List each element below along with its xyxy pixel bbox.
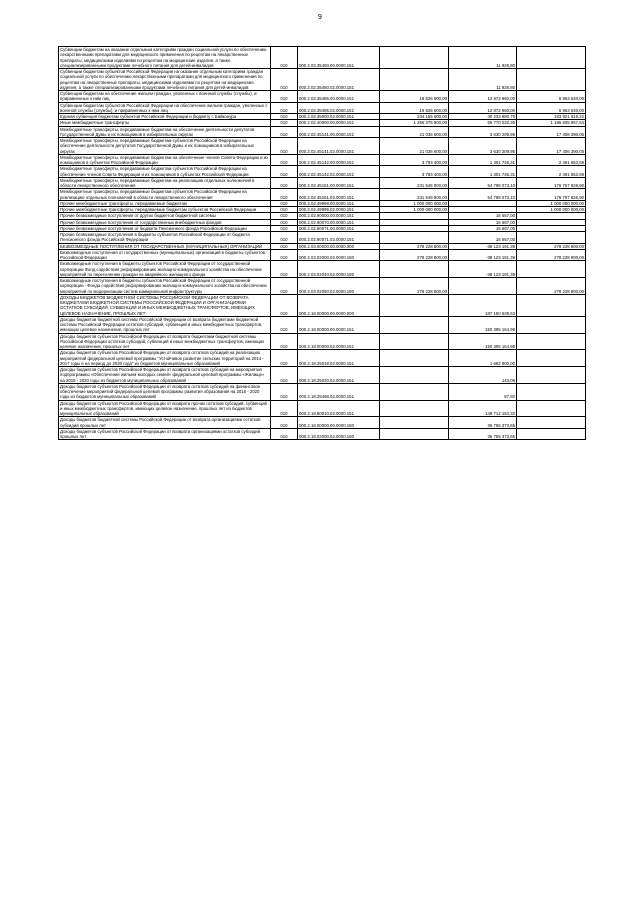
income-code-cell: 000.2.18.25498.02.0000.151 xyxy=(298,383,380,400)
table-row xyxy=(59,166,586,178)
income-name-cell: ДОХОДЫ БЮДЖЕТОВ БЮДЖЕТНОЙ СИСТЕМЫ РОССИЙСКОЙ ФЕДЕРАЦИИ ОТ ВОЗВРАТА БЮДЖЕТАМИ БЮДЖЕТНОЙ СИСТЕМЫ РОССИЙСКОЙ ФЕДЕРАЦИИ И ОРГАНИЗАЦИЯМИ ОСТАТКОВ СУБСИДИЙ, СУБВЕНЦИЙ И ИНЫХ МЕЖБЮДЖЕТНЫХ ТРАНСФЕРТОВ, ИМЕЮЩИХ ЦЕЛЕВОЕ НАЗНАЧЕНИЕ, ПРОШЛЫХ ЛЕТ xyxy=(59,294,271,316)
approved-amount-cell xyxy=(380,232,449,244)
income-code-cell: 000.2.02.90071.00.0000.151 xyxy=(298,225,380,231)
income-name-cell: Субвенции бюджетам на оказание отдельным категориям граждан социальной услуги по обеспечению лекарственными препаратами для медицинского применения по рецептам на лекарственные препараты, медицинскими изделиями по рецептам на медицинские изделия, а также специализированными продуктами лечебного питания для детей-инвалидов xyxy=(59,47,271,69)
approved-amount-cell xyxy=(380,47,449,69)
income-code-cell: 000.2.02.45142.00.0000.151 xyxy=(298,154,380,166)
approved-amount-cell: 278 228 800,00 xyxy=(380,243,449,249)
table-row xyxy=(59,47,586,69)
table-row xyxy=(59,102,586,114)
line-code-cell: 010 xyxy=(271,47,298,69)
table-row xyxy=(59,126,586,138)
remaining-amount-cell: 2 491 653,69 xyxy=(517,166,586,178)
income-name-cell: Межбюджетные трансферты, передаваемые бюджетам субъектов Российской Федерации на реализацию отдельных полномочий в области лекарственного обеспечения xyxy=(59,189,271,201)
line-code-cell: 010 xyxy=(271,278,298,295)
remaining-amount-cell xyxy=(517,367,586,384)
table-row xyxy=(59,294,586,316)
table-row xyxy=(59,428,586,440)
remaining-amount-cell: 193 921 619,22 xyxy=(517,114,586,120)
income-code-cell: 000.2.02.35485.02.0000.151 xyxy=(298,102,380,114)
approved-amount-cell: 1 256 375 900,00 xyxy=(380,120,449,126)
income-name-cell: Доходы бюджетов субъектов Российской Федерации от возврата остатков субсидий на финансовое обеспечение мероприятий федеральной целевой программы развития образования на 2016 - 2020 годы из бюджетов муниципальных образований xyxy=(59,383,271,400)
page-number: 9 xyxy=(318,14,322,21)
approved-amount-cell: 278 228 800,00 xyxy=(380,278,449,295)
table-row xyxy=(59,154,586,166)
executed-amount-cell: 148 712 154,32 xyxy=(449,400,517,417)
remaining-amount-cell xyxy=(517,400,586,417)
table-row xyxy=(59,367,586,384)
approved-amount-cell: 3 793 400,00 xyxy=(380,166,449,178)
income-code-cell: 000.2.02.35900.02.0000.151 xyxy=(298,114,380,120)
approved-amount-cell xyxy=(380,333,449,350)
executed-amount-cell: 11 926,80 xyxy=(449,47,517,69)
table-row xyxy=(59,243,586,249)
income-name-cell: Безвозмездные поступления в бюджеты субъектов Российской Федерации от государственной корпорации Фонд содействия реформированию жилищно-коммунального хозяйства на обеспечение мероприятий по переселению граждан из аварийного жилищного фонда xyxy=(59,261,271,278)
approved-amount-cell xyxy=(380,294,449,316)
executed-amount-cell: 1 301 746,31 xyxy=(449,154,517,166)
executed-amount-cell: 11 926,80 xyxy=(449,69,517,91)
line-code-cell: 010 xyxy=(271,428,298,440)
line-code-cell: 010 xyxy=(271,232,298,244)
table-row xyxy=(59,232,586,244)
approved-amount-cell xyxy=(380,350,449,367)
income-name-cell: Межбюджетные трансферты, передаваемые бюджетам на обеспечение деятельности депутатов Государственной Думы и их помощников в избирательных округах xyxy=(59,126,271,138)
remaining-amount-cell xyxy=(517,294,586,316)
executed-amount-cell: 12 872 960,00 xyxy=(449,102,517,114)
remaining-amount-cell xyxy=(517,261,586,278)
executed-amount-cell: -38 123 191,39 xyxy=(449,261,517,278)
line-code-cell: 010 xyxy=(271,261,298,278)
income-name-cell: Доходы бюджетов субъектов Российской Федерации от возврата остатков субсидий на реализацию мероприятий федеральной целевой программы "Устойчивое развитие сельских территорий на 2014 - 2017 годы и на период до 2020 года" из бюджетов муниципальных образований xyxy=(59,350,271,367)
line-code-cell: 010 xyxy=(271,138,298,155)
executed-amount-cell: 16 667,00 xyxy=(449,225,517,231)
executed-amount-cell: 40 233 980,78 xyxy=(449,114,517,120)
line-code-cell: 010 xyxy=(271,333,298,350)
income-code-cell: 000.2.02.45161.02.0000.151 xyxy=(298,189,380,201)
income-code-cell: 000.2.02.45141.02.0000.151 xyxy=(298,138,380,155)
income-code-cell: 000.2.02.45161.00.0000.151 xyxy=(298,177,380,189)
income-code-cell: 000.2.18.02000.02.0000.180 xyxy=(298,428,380,440)
income-code-cell: 000.2.02.49999.02.0000.151 xyxy=(298,207,380,213)
income-name-cell: Межбюджетные трансферты, передаваемые бюджетам субъектов Российской Федерации на обеспечение членов Совета Федерации и их помощников в субъектах Российской Федерации xyxy=(59,166,271,178)
line-code-cell: 010 xyxy=(271,417,298,429)
executed-amount-cell: 1 301 746,31 xyxy=(449,166,517,178)
executed-amount-cell: 12 872 960,00 xyxy=(449,91,517,103)
income-code-cell: 000.2.02.35460.02.0000.151 xyxy=(298,69,380,91)
approved-amount-cell xyxy=(380,69,449,91)
income-code-cell: 000.2.03.00000.00.0000.000 xyxy=(298,243,380,249)
table-row xyxy=(59,138,586,155)
income-code-cell: 000.2.18.00000.00.0000.180 xyxy=(298,417,380,429)
income-name-cell: Безвозмездные поступления от государственных (муниципальных) организаций в бюджеты субъектов Российской Федерации xyxy=(59,249,271,261)
income-code-cell: 000.2.02.45142.02.0000.151 xyxy=(298,166,380,178)
approved-amount-cell: 231 545 900,00 xyxy=(380,177,449,189)
line-code-cell: 010 xyxy=(271,383,298,400)
table-row xyxy=(59,278,586,295)
income-name-cell: Прочие безвозмездные поступления от других бюджетов бюджетной системы xyxy=(59,213,271,219)
remaining-amount-cell xyxy=(517,383,586,400)
line-code-cell: 010 xyxy=(271,69,298,91)
table-row xyxy=(59,261,586,278)
income-name-cell: Прочие безвозмездные поступления от бюджета Пенсионного фонда Российской Федерации xyxy=(59,225,271,231)
income-name-cell: Доходы бюджетов субъектов Российской Федерации от возврата остатков субсидий на мероприятия подпрограммы «Обеспечение жильем молодых семей» федеральной целевой программы «Жилище» на 2015 - 2020 годы из бюджетов муниципальных образований xyxy=(59,367,271,384)
budget-revenue-table xyxy=(58,46,586,440)
executed-amount-cell: 36 755 373,65 xyxy=(449,417,517,429)
table-row xyxy=(59,225,586,231)
income-code-cell: 000.2.02.35485.00.0000.151 xyxy=(298,91,380,103)
income-name-cell: Субвенции бюджетам субъектов Российской Федерации на оказание отдельным категориям граждан социальной услуги по обеспечению лекарственными препаратами для медицинского применения по рецептам на лекарственные препараты, медицинскими изделиями по рецептам на медицинские изделия, а также специализированными продуктами лечебного питания для детей-инвалидов xyxy=(59,69,271,91)
income-name-cell: Доходы бюджетов субъектов Российской Федерации от возврата бюджетами бюджетной системы Российской Федерации остатков субсидий, субвенций и иных межбюджетных трансфертов, имеющих целевое назначение, прошлых лет xyxy=(59,333,271,350)
income-name-cell: Безвозмездные поступления в бюджеты субъектов Российской Федерации от государственной корпорации - Фонда содействия реформированию жилищно-коммунального хозяйства на обеспечение мероприятий по модернизации систем коммунальной инфраструктуры xyxy=(59,278,271,295)
table-row xyxy=(59,69,586,91)
approved-amount-cell xyxy=(380,367,449,384)
approved-amount-cell: 278 228 800,00 xyxy=(380,249,449,261)
table-row xyxy=(59,213,586,219)
approved-amount-cell: 19 826 600,00 xyxy=(380,91,449,103)
line-code-cell: 010 xyxy=(271,316,298,333)
approved-amount-cell: 1 000 000 000,00 xyxy=(380,200,449,206)
income-code-cell: 000.2.03.02040.02.0000.180 xyxy=(298,261,380,278)
approved-amount-cell xyxy=(380,428,449,440)
income-name-cell: Межбюджетные трансферты, передаваемые бюджетам субъектов Российской Федерации на обеспечение деятельности депутатов Государственной Думы и их помощников в избирательных округах xyxy=(59,138,271,155)
executed-amount-cell: 54 788 073,10 xyxy=(449,177,517,189)
line-code-cell: 010 xyxy=(271,294,298,316)
remaining-amount-cell: 1 000 000 000,00 xyxy=(517,207,586,213)
income-code-cell: 000.2.18.25020.02.0000.151 xyxy=(298,367,380,384)
table-row xyxy=(59,249,586,261)
remaining-amount-cell xyxy=(517,428,586,440)
line-code-cell: 010 xyxy=(271,120,298,126)
table-row xyxy=(59,177,586,189)
income-code-cell: 000.2.18.00000.00.0000.000 xyxy=(298,294,380,316)
remaining-amount-cell: 6 953 640,00 xyxy=(517,91,586,103)
executed-amount-cell: 16 667,00 xyxy=(449,213,517,219)
approved-amount-cell: 19 826 600,00 xyxy=(380,102,449,114)
table-row xyxy=(59,316,586,333)
table-row xyxy=(59,417,586,429)
approved-amount-cell xyxy=(380,400,449,417)
income-name-cell: Прочие безвозмездные поступления от государственных внебюджетных фондов xyxy=(59,219,271,225)
table-row xyxy=(59,114,586,120)
line-code-cell: 010 xyxy=(271,400,298,417)
executed-amount-cell: -38 123 191,39 xyxy=(449,249,517,261)
income-name-cell: Прочие межбюджетные трансферты, передаваемые бюджетам субъектов Российской Федерации xyxy=(59,207,271,213)
line-code-cell: 010 xyxy=(271,114,298,120)
executed-amount-cell: 16 667,00 xyxy=(449,232,517,244)
line-code-cell: 010 xyxy=(271,367,298,384)
income-name-cell: Субвенции бюджетам субъектов Российской Федерации на обеспечение жильем граждан, уволенных с военной службы (службы), и приравненных к ним лиц xyxy=(59,102,271,114)
executed-amount-cell: 150 395 164,98 xyxy=(449,316,517,333)
executed-amount-cell: 143,06 xyxy=(449,367,517,384)
remaining-amount-cell: 278 228 800,00 xyxy=(517,249,586,261)
line-code-cell: 010 xyxy=(271,91,298,103)
income-code-cell: 000.2.02.90071.02.0000.151 xyxy=(298,232,380,244)
executed-amount-cell xyxy=(449,278,517,295)
executed-amount-cell: 54 788 073,10 xyxy=(449,189,517,201)
remaining-amount-cell: 1 000 000 000,00 xyxy=(517,200,586,206)
line-code-cell: 010 xyxy=(271,249,298,261)
line-code-cell: 010 xyxy=(271,350,298,367)
approved-amount-cell: 3 793 400,00 xyxy=(380,154,449,166)
table-row xyxy=(59,91,586,103)
income-code-cell: 000.2.03.02000.02.0000.180 xyxy=(298,249,380,261)
remaining-amount-cell: 278 228 800,00 xyxy=(517,243,586,249)
remaining-amount-cell: 176 757 826,90 xyxy=(517,189,586,201)
approved-amount-cell xyxy=(380,417,449,429)
income-code-cell: 000.2.02.49999.00.0000.151 xyxy=(298,200,380,206)
table-row xyxy=(59,350,586,367)
income-code-cell: 000.2.02.40000.00.0000.151 xyxy=(298,120,380,126)
remaining-amount-cell xyxy=(517,350,586,367)
line-code-cell: 010 xyxy=(271,225,298,231)
approved-amount-cell: 231 545 900,00 xyxy=(380,189,449,201)
income-name-cell: Субвенции бюджетам на обеспечение жильем граждан, уволенных с военной службы (службы), и приравненных к ним лиц xyxy=(59,91,271,103)
line-code-cell: 010 xyxy=(271,166,298,178)
remaining-amount-cell xyxy=(517,232,586,244)
remaining-amount-cell: 278 228 800,00 xyxy=(517,278,586,295)
income-code-cell: 000.2.02.90070.00.0000.151 xyxy=(298,219,380,225)
remaining-amount-cell: 2 491 653,69 xyxy=(517,154,586,166)
executed-amount-cell: 36 755 373,65 xyxy=(449,428,517,440)
approved-amount-cell: 1 000 000 000,00 xyxy=(380,207,449,213)
income-code-cell: 000.2.18.60010.02.0000.151 xyxy=(298,400,380,417)
income-code-cell: 000.2.18.00000.00.0000.151 xyxy=(298,316,380,333)
executed-amount-cell: 3 630 209,95 xyxy=(449,138,517,155)
table-row xyxy=(59,383,586,400)
income-name-cell: Единая субвенция бюджетам субъектов Российской Федерации и бюджету г. Байконура xyxy=(59,114,271,120)
income-name-cell: Доходы бюджетов бюджетной системы Российской Федерации от возврата организациями остатков субсидий прошлых лет xyxy=(59,417,271,429)
table-row xyxy=(59,219,586,225)
income-code-cell: 000.2.18.00000.02.0000.151 xyxy=(298,333,380,350)
line-code-cell: 010 xyxy=(271,102,298,114)
remaining-amount-cell xyxy=(517,69,586,91)
line-code-cell: 010 xyxy=(271,177,298,189)
executed-amount-cell: 16 667,00 xyxy=(449,219,517,225)
executed-amount-cell: -38 123 191,39 xyxy=(449,243,517,249)
line-code-cell: 010 xyxy=(271,207,298,213)
remaining-amount-cell: 1 196 605 867,64 xyxy=(517,120,586,126)
executed-amount-cell: 187 150 538,63 xyxy=(449,294,517,316)
income-name-cell: Межбюджетные трансферты, передаваемые бюджетам на реализацию отдельных полномочий в области лекарственного обеспечения xyxy=(59,177,271,189)
executed-amount-cell: 59 770 032,36 xyxy=(449,120,517,126)
income-code-cell: 000.2.02.35460.00.0000.151 xyxy=(298,47,380,69)
approved-amount-cell: 234 155 600,00 xyxy=(380,114,449,120)
approved-amount-cell: 21 036 600,00 xyxy=(380,138,449,155)
table-row xyxy=(59,333,586,350)
income-name-cell: Доходы бюджетов бюджетной системы Российской Федерации от возврата бюджетами бюджетной системы Российской Федерации остатков субсидий, субвенций и иных межбюджетных трансфертов, имеющих целевое назначение, прошлых лет xyxy=(59,316,271,333)
remaining-amount-cell xyxy=(517,417,586,429)
remaining-amount-cell xyxy=(517,333,586,350)
income-name-cell: Межбюджетные трансферты, передаваемые бюджетам на обеспечение членов Совета Федерации и их помощников в субъектах Российской Федерации xyxy=(59,154,271,166)
income-name-cell: БЕЗВОЗМЕЗДНЫЕ ПОСТУПЛЕНИЯ ОТ ГОСУДАРСТВЕННЫХ (МУНИЦИПАЛЬНЫХ) ОРГАНИЗАЦИЙ xyxy=(59,243,271,249)
line-code-cell: 010 xyxy=(271,213,298,219)
remaining-amount-cell: 17 406 390,05 xyxy=(517,126,586,138)
income-code-cell: 000.2.03.02060.02.0000.180 xyxy=(298,278,380,295)
income-name-cell: Прочие безвозмездные поступления в бюджеты субъектов Российской Федерации от бюджета Пенсионного фонда Российской Федерации xyxy=(59,232,271,244)
remaining-amount-cell: 176 757 826,90 xyxy=(517,177,586,189)
executed-amount-cell: 150 395 164,98 xyxy=(449,333,517,350)
line-code-cell: 010 xyxy=(271,200,298,206)
executed-amount-cell: 3 630 209,95 xyxy=(449,126,517,138)
income-name-cell: Доходы бюджетов субъектов Российской Федерации от возврата прочих остатков субсидий, субвенций и иных межбюджетных трансфертов, имеющих целевое назначение, прошлых лет из бюджетов муниципальных образований xyxy=(59,400,271,417)
line-code-cell: 010 xyxy=(271,126,298,138)
approved-amount-cell xyxy=(380,316,449,333)
income-name-cell: Иные межбюджетные трансферты xyxy=(59,120,271,126)
income-name-cell: Доходы бюджетов субъектов Российской Федерации от возврата организациями остатков субсидий прошлых лет xyxy=(59,428,271,440)
approved-amount-cell xyxy=(380,383,449,400)
executed-amount-cell: 1 662 800,00 xyxy=(449,350,517,367)
table-row xyxy=(59,400,586,417)
line-code-cell: 010 xyxy=(271,154,298,166)
table-body xyxy=(59,47,586,440)
line-code-cell: 010 xyxy=(271,189,298,201)
remaining-amount-cell: 17 406 390,05 xyxy=(517,138,586,155)
remaining-amount-cell xyxy=(517,47,586,69)
remaining-amount-cell xyxy=(517,316,586,333)
table-row xyxy=(59,189,586,201)
income-code-cell: 000.2.02.90000.00.0000.151 xyxy=(298,213,380,219)
approved-amount-cell: 21 036 600,00 xyxy=(380,126,449,138)
income-name-cell: Прочие межбюджетные трансферты, передаваемые бюджетам xyxy=(59,200,271,206)
income-code-cell: 000.2.02.45141.00.0000.151 xyxy=(298,126,380,138)
approved-amount-cell xyxy=(380,261,449,278)
line-code-cell: 010 xyxy=(271,219,298,225)
line-code-cell: 010 xyxy=(271,243,298,249)
income-code-cell: 000.2.18.25018.02.0000.151 xyxy=(298,350,380,367)
executed-amount-cell: 87,60 xyxy=(449,383,517,400)
remaining-amount-cell: 6 953 640,00 xyxy=(517,102,586,114)
